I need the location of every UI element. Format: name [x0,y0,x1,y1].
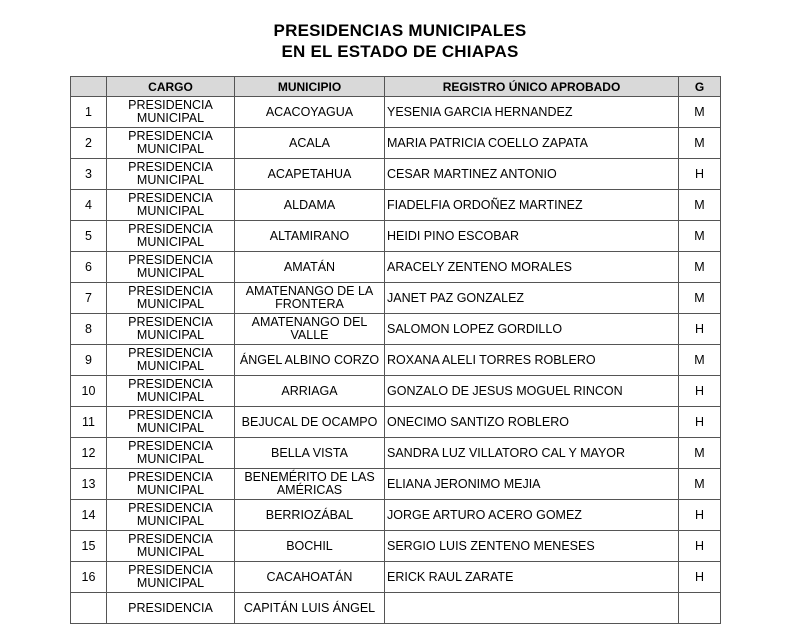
registro-cell: ROXANA ALELI TORRES ROBLERO [385,345,679,376]
municipio-cell: ALTAMIRANO [235,221,385,252]
municipio-cell: CAPITÁN LUIS ÁNGEL [235,593,385,624]
row-number-cell: 8 [71,314,107,345]
cargo-cell: PRESIDENCIA MUNICIPAL [107,128,235,159]
row-number-cell: 7 [71,283,107,314]
table-body [71,97,721,624]
municipio-cell: AMATENANGO DEL VALLE [235,314,385,345]
gender-cell: H [679,314,721,345]
table-row [71,531,721,562]
gender-cell: M [679,252,721,283]
table-row [71,252,721,283]
row-number-cell: 13 [71,469,107,500]
table-row [71,283,721,314]
municipio-cell: ÁNGEL ALBINO CORZO [235,345,385,376]
registro-cell: ARACELY ZENTENO MORALES [385,252,679,283]
gender-cell: M [679,128,721,159]
cargo-cell: PRESIDENCIA MUNICIPAL [107,252,235,283]
registro-cell: SANDRA LUZ VILLATORO CAL Y MAYOR [385,438,679,469]
registro-cell: JANET PAZ GONZALEZ [385,283,679,314]
cargo-cell: PRESIDENCIA MUNICIPAL [107,531,235,562]
column-header-municipio: MUNICIPIO [235,77,385,97]
table-row [71,345,721,376]
column-header-number [71,77,107,97]
row-number-cell: 12 [71,438,107,469]
municipio-cell: BENEMÉRITO DE LAS AMÉRICAS [235,469,385,500]
cargo-cell: PRESIDENCIA MUNICIPAL [107,283,235,314]
registro-cell: ONECIMO SANTIZO ROBLERO [385,407,679,438]
registro-cell: ERICK RAUL ZARATE [385,562,679,593]
registro-cell: SERGIO LUIS ZENTENO MENESES [385,531,679,562]
table-row [71,376,721,407]
row-number-cell: 2 [71,128,107,159]
municipio-cell: BOCHIL [235,531,385,562]
registro-cell: ELIANA JERONIMO MEJIA [385,469,679,500]
registro-cell: CESAR MARTINEZ ANTONIO [385,159,679,190]
municipio-cell: BERRIOZÁBAL [235,500,385,531]
cargo-cell: PRESIDENCIA MUNICIPAL [107,469,235,500]
table-header-row [71,77,721,97]
row-number-cell: 15 [71,531,107,562]
row-number-cell: 16 [71,562,107,593]
municipio-cell: ARRIAGA [235,376,385,407]
cargo-cell: PRESIDENCIA MUNICIPAL [107,97,235,128]
table-row [71,469,721,500]
table-row [71,190,721,221]
row-number-cell: 14 [71,500,107,531]
gender-cell: M [679,190,721,221]
cargo-cell: PRESIDENCIA MUNICIPAL [107,221,235,252]
table-row [71,97,721,128]
registro-cell: GONZALO DE JESUS MOGUEL RINCON [385,376,679,407]
row-number-cell: 11 [71,407,107,438]
gender-cell: H [679,407,721,438]
cargo-cell: PRESIDENCIA MUNICIPAL [107,376,235,407]
table-row [71,438,721,469]
gender-cell: H [679,159,721,190]
row-number-cell: 4 [71,190,107,221]
title-line-1: PRESIDENCIAS MUNICIPALES [273,21,527,40]
row-number-cell: 10 [71,376,107,407]
municipio-cell: ACAPETAHUA [235,159,385,190]
row-number-cell: 1 [71,97,107,128]
gender-cell: M [679,345,721,376]
gender-cell: M [679,221,721,252]
table-row [71,593,721,624]
row-number-cell: 9 [71,345,107,376]
cargo-cell: PRESIDENCIA MUNICIPAL [107,500,235,531]
municipio-cell: AMATÁN [235,252,385,283]
registro-cell: HEIDI PINO ESCOBAR [385,221,679,252]
column-header-registro: REGISTRO ÚNICO APROBADO [385,77,679,97]
table-row [71,407,721,438]
gender-cell: H [679,562,721,593]
gender-cell: H [679,376,721,407]
cargo-cell: PRESIDENCIA [107,593,235,624]
cargo-cell: PRESIDENCIA MUNICIPAL [107,438,235,469]
gender-cell: M [679,97,721,128]
municipio-cell: ALDAMA [235,190,385,221]
registro-cell: FIADELFIA ORDOÑEZ MARTINEZ [385,190,679,221]
gender-cell: M [679,438,721,469]
table-row [71,562,721,593]
row-number-cell [71,593,107,624]
table-row [71,500,721,531]
document-title [0,20,800,62]
registro-cell: SALOMON LOPEZ GORDILLO [385,314,679,345]
cargo-cell: PRESIDENCIA MUNICIPAL [107,407,235,438]
table-row [71,159,721,190]
gender-cell [679,593,721,624]
registro-cell: MARIA PATRICIA COELLO ZAPATA [385,128,679,159]
column-header-gender: G [679,77,721,97]
registro-cell [385,593,679,624]
cargo-cell: PRESIDENCIA MUNICIPAL [107,562,235,593]
municipio-cell: CACAHOATÁN [235,562,385,593]
gender-cell: H [679,500,721,531]
row-number-cell: 3 [71,159,107,190]
cargo-cell: PRESIDENCIA MUNICIPAL [107,159,235,190]
municipal-presidencies-table [70,76,721,624]
cargo-cell: PRESIDENCIA MUNICIPAL [107,314,235,345]
gender-cell: M [679,469,721,500]
registro-cell: JORGE ARTURO ACERO GOMEZ [385,500,679,531]
municipio-cell: BEJUCAL DE OCAMPO [235,407,385,438]
table-row [71,128,721,159]
cargo-cell: PRESIDENCIA MUNICIPAL [107,345,235,376]
gender-cell: H [679,531,721,562]
registro-cell: YESENIA GARCIA HERNANDEZ [385,97,679,128]
municipio-cell: ACACOYAGUA [235,97,385,128]
municipio-cell: BELLA VISTA [235,438,385,469]
gender-cell: M [679,283,721,314]
column-header-cargo: CARGO [107,77,235,97]
cargo-cell: PRESIDENCIA MUNICIPAL [107,190,235,221]
title-line-2: EN EL ESTADO DE CHIAPAS [281,42,519,61]
municipio-cell: ACALA [235,128,385,159]
table-row [71,221,721,252]
row-number-cell: 5 [71,221,107,252]
row-number-cell: 6 [71,252,107,283]
table-row [71,314,721,345]
municipio-cell: AMATENANGO DE LA FRONTERA [235,283,385,314]
